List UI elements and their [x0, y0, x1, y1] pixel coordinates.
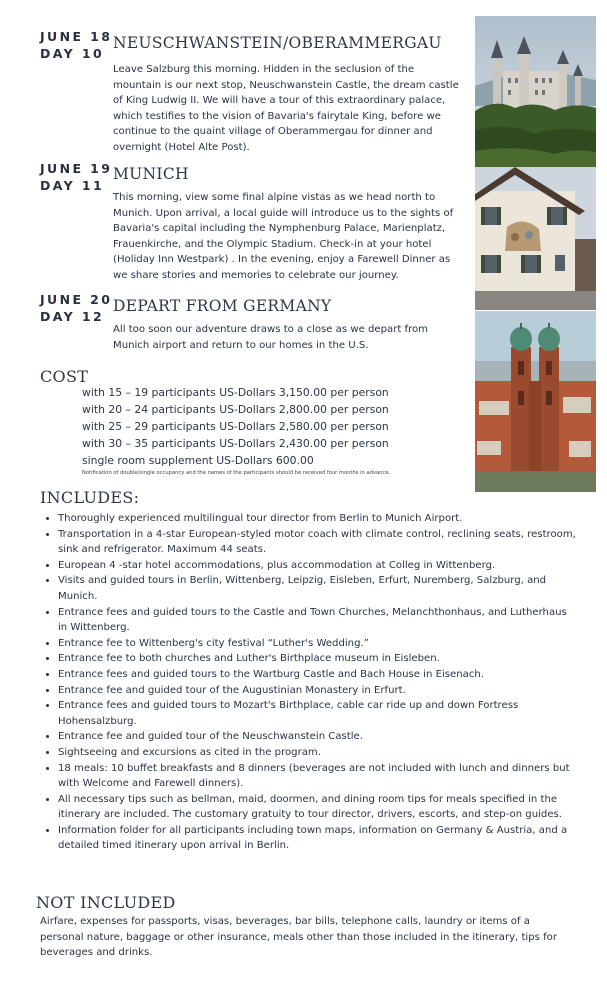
day11-date: JUNE 19 [40, 161, 113, 176]
day10-title: NEUSCHWANSTEIN/OBERAMMERGAU [113, 34, 442, 52]
includes-heading: INCLUDES: [40, 488, 140, 507]
frauenkirche-munich-photo [475, 311, 596, 492]
neuschwanstein-castle-photo [475, 16, 596, 167]
list-item: • Entrance fees and guided tours to Mozart's Birthplace, cable car ride up and down Fortress Hohensalzburg. [58, 698, 578, 729]
day11-text: This morning, view some final alpine vistas as we head north to Munich. Upon arrival, a local guide will introduce us to the sights of Bavaria's capital including the Nymphenburg Palace, Marienplatz, Frauenkirche, and the Olympic Stadium. Check-in at your hotel (Holiday Inn Westpark) . In the evening, enjoy a Farewell Dinner as we share stories and memories to celebrate our journey. [113, 192, 454, 281]
cost-line: single room supplement US-Dollars 600.00 [82, 454, 314, 467]
list-item: • Entrance fee and guided tour of the Neuschwanstein Castle. [58, 729, 578, 745]
cost-line: with 30 – 35 participants US-Dollars 2,430.00 per person [82, 437, 389, 450]
list-item: • Information folder for all participants including town maps, information on Germany & Austria, and a detailed timed itinerary upon arrival in Berlin. [58, 823, 578, 854]
list-item: • Entrance fee to Wittenberg's city festival “Luther's Wedding.” [58, 636, 578, 652]
day11-number: DAY 11 [40, 178, 105, 193]
day10-text: Leave Salzburg this morning. Hidden in the seclusion of the mountain is our next stop, Neuschwanstein Castle, the dream castle of King Ludwig II. We will have a tour of this extraordinary palace, which testifies to the vision of Bavaria's fairytale King, before we continue to the quaint village of Oberammergau for dinner and overnight (Hotel Alte Post). [113, 64, 459, 153]
list-item: • Visits and guided tours in Berlin, Wittenberg, Leipzig, Eisleben, Erfurt, Nuremberg, Salzburg, and Munich. [58, 573, 578, 604]
oberammergau-house-photo [475, 167, 596, 310]
list-item: • All necessary tips such as bellman, maid, doormen, and dining room tips for meals specified in the itinerary are included. The customary gratuity to tour director, drivers, escorts, and step-on guides. [58, 792, 578, 823]
cost-list [82, 384, 389, 469]
cost-line: with 15 – 19 participants US-Dollars 3,150.00 per person [82, 386, 389, 399]
cost-note: Notification of double/single occupancy and the names of the participants should be received four months in advance. [82, 470, 391, 476]
not-included-text: Airfare, expenses for passports, visas, beverages, bar bills, telephone calls, laundry or items of a personal nature, baggage or other insurance, meals other than those included in the itinerary, tips for beverages and drinks. [40, 916, 557, 959]
day12-number: DAY 12 [40, 309, 105, 324]
list-item: • Sightseeing and excursions as cited in the program. [58, 745, 578, 761]
list-item: • Entrance fees and guided tours to the Wartburg Castle and Bach House in Eisenach. [58, 667, 578, 683]
list-item: • Thoroughly experienced multilingual tour director from Berlin to Munich Airport. [58, 511, 578, 527]
cost-line: with 25 – 29 participants US-Dollars 2,580.00 per person [82, 420, 389, 433]
day11-title: MUNICH [113, 165, 189, 183]
day12-title: DEPART FROM GERMANY [113, 297, 332, 315]
list-item: • 18 meals: 10 buffet breakfasts and 8 dinners (beverages are not included with lunch and dinners but with Welcome and Farewell dinners). [58, 761, 578, 792]
list-item: • Entrance fee and guided tour of the Augustinian Monastery in Erfurt. [58, 683, 578, 699]
includes-list [40, 511, 578, 854]
not-included-heading: NOT INCLUDED [36, 893, 176, 912]
cost-line: with 20 – 24 participants US-Dollars 2,800.00 per person [82, 403, 389, 416]
cost-heading: COST [40, 367, 89, 386]
list-item: • Entrance fee to both churches and Luther's Birthplace museum in Eisleben. [58, 651, 578, 667]
day10-number: DAY 10 [40, 46, 105, 61]
list-item: • Entrance fees and guided tours to the Castle and Town Churches, Melanchthonhaus, and Lutherhaus in Wittenberg. [58, 605, 578, 636]
day10-date: JUNE 18 [40, 29, 113, 44]
day12-date: JUNE 20 [40, 292, 113, 307]
list-item: • European 4 -star hotel accommodations, plus accommodation at Colleg in Wittenberg. [58, 558, 578, 574]
list-item: • Transportation in a 4-star European-styled motor coach with climate control, reclining seats, restroom, sink and refrigerator. Maximum 44 seats. [58, 527, 578, 558]
day12-text: All too soon our adventure draws to a close as we depart from Munich airport and return to our homes in the U.S. [113, 324, 429, 351]
